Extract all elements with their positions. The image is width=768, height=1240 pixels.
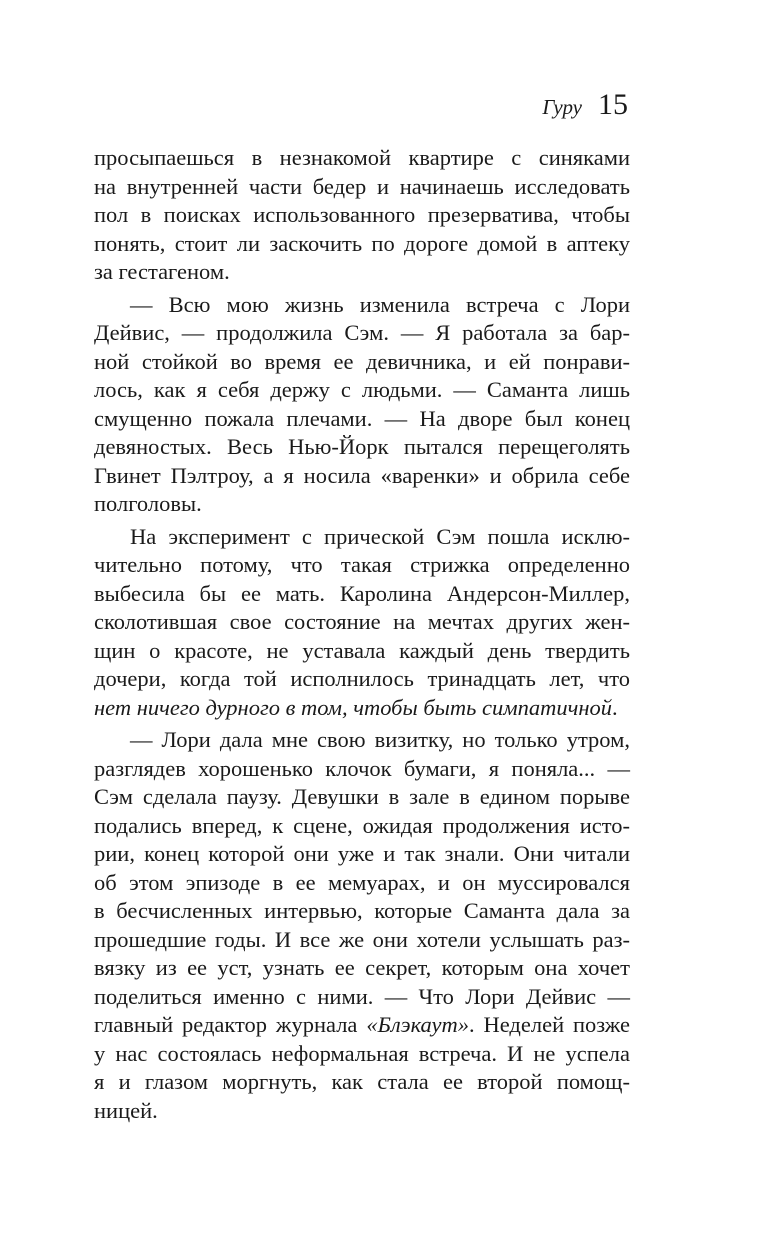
text-line: дочери, когда той исполнилось тринадцать лет, что — [94, 666, 630, 691]
body-text — [94, 144, 630, 1125]
text-line: подались вперед, к сцене, ожидая продолжения исто- — [94, 812, 630, 838]
text-line: у нас состоялась неформальная встреча. И не успела — [94, 1040, 630, 1066]
text-line: разглядев хорошенько клочок бумаги, я поняла... — — [94, 755, 630, 781]
text-line: в бесчисленных интервью, которые Саманта дала за — [94, 898, 630, 923]
text-line: рии, конец которой они уже и так знали. Они читали — [94, 841, 630, 866]
text-punct: . — [612, 694, 618, 720]
text-line: Сэм сделала паузу. Девушки в зале в едином порыве — [94, 784, 630, 809]
text-line: выбесила бы ее мать. Каролина Андерсон-Миллер, — [94, 580, 630, 606]
text-line: просыпаешься в незнакомой квартире с синяками — [94, 145, 630, 170]
text-line: щин о красоте, не уставала каждый день твердить — [94, 637, 630, 663]
page-number: 15 — [598, 88, 628, 121]
italic-phrase: нет ничего дурного в том, чтобы быть симпатичной — [94, 694, 613, 720]
text-line: смущенно пожала плечами. — На дворе был конец — [94, 405, 630, 431]
text-line: ной стойкой во время ее девичника, и ей понрави- — [94, 348, 630, 374]
text-line: за гестагеном. — [94, 259, 230, 284]
text-line: я и глазом моргнуть, как стала ее второй помощ- — [94, 1069, 630, 1094]
text-line: Гвинет Пэлтроу, а я носила «варенки» и обрила себе — [94, 462, 630, 488]
running-title: Гуру — [542, 95, 582, 119]
text-line: прошедшие годы. И все же они хотели услышать раз- — [94, 926, 630, 952]
running-head — [542, 88, 628, 122]
text-segment: главный редактор журнала — [94, 1012, 367, 1037]
text-line: понять, стоит ли заскочить по дороге домой в аптеку — [94, 230, 630, 256]
text-line — [94, 1011, 630, 1040]
text-line: ницей. — [94, 1097, 158, 1123]
magazine-title: «Блэкаут» — [366, 1012, 469, 1037]
text-line: пол в поисках использованного презерватива, чтобы — [94, 202, 630, 227]
text-line: Дейвис, — продолжила Сэм. — Я работала за бар- — [94, 320, 630, 345]
text-line: — Лори дала мне свою визитку, но только утром, — [130, 727, 630, 752]
text-line: вязку из ее уст, узнать ее секрет, которым она хочет — [94, 955, 630, 980]
text-line: девяностых. Весь Нью-Йорк пытался перещеголять — [94, 434, 630, 459]
text-segment: . Неделей позже — [468, 1012, 630, 1037]
text-line: На эксперимент с прической Сэм пошла исклю- — [130, 523, 630, 549]
text-line — [94, 694, 630, 723]
text-line: лось, как я себя держу с людьми. — Саманта лишь — [94, 377, 630, 402]
text-line: полголовы. — [94, 491, 202, 516]
text-line: сколотившая свое состояние на мечтах других жен- — [94, 609, 630, 634]
text-line: — Всю мою жизнь изменила встреча с Лори — [130, 291, 630, 317]
text-line: на внутренней части бедер и начинаешь исследовать — [94, 173, 630, 199]
text-line: поделиться именно с ними. — Что Лори Дейвис — — [94, 983, 630, 1009]
text-line: чительно потому, что такая стрижка определенно — [94, 552, 630, 577]
text-line: об этом эпизоде в ее мемуарах, и он муссировался — [94, 869, 630, 895]
